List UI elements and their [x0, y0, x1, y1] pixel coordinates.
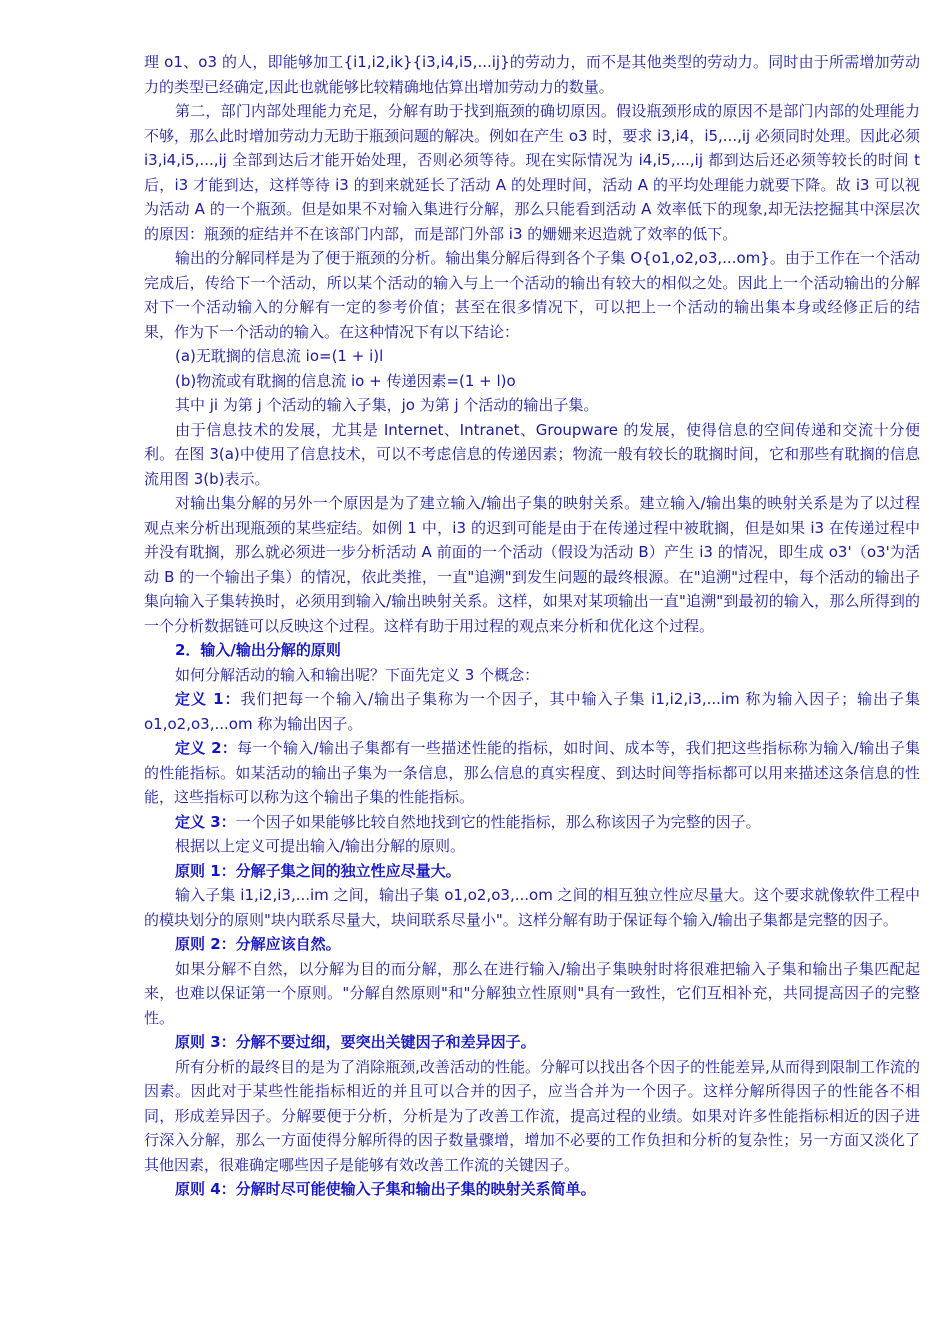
definition-1-term: 定义 1： [175, 690, 241, 708]
formula-b: (b)物流或有耽搁的信息流 io + 传递因素=(1 + l)o [175, 371, 516, 390]
definition-3-term: 定义 3： [175, 812, 236, 831]
principle-4-heading: 原则 4：分解时尽可能使输入子集和输出子集的映射关系简单。 [175, 1180, 596, 1198]
definition-2-term: 定义 2： [175, 739, 238, 757]
principle-1-heading: 原则 1：分解子集之间的独立性应尽量大。 [175, 861, 461, 880]
definition-1-text: 我们把每一个输入/输出子集称为一个因子，其中输入子集 i1,i2,i3,...im 称为输入因子；输出子集 o1,o2,o3,...om 称为输出因子。 [144, 690, 920, 733]
paragraph-definitions-intro: 如何分解活动的输入和输出呢？下面先定义 3 个概念： [175, 665, 540, 684]
paragraph-output-decomposition: 输出的分解同样是为了便于瓶颈的分析。输出集分解后得到各个子集 O{o1,o2,o3,...om}。由于工作在一个活动完成后，传给下一个活动，所以某个活动的输入与上一个活动的输出有较大的相似之处。因此上一个活动输出的分解对下一个活动输入的分解有一定的参考价值；甚至在很多情况下，可以把上一个活动的输出集本身或经修正后的结果，作为下一个活动的输入。在这种情况下有以下结论： [144, 249, 920, 341]
paragraph-mapping-reason: 对输出集分解的另外一个原因是为了建立输入/输出子集的映射关系。建立输入/输出集的映射关系是为了以过程观点来分析出现瓶颈的某些症结。如例 1 中，i3 的迟到可能是由于在传递过程中被耽搁，但是如果 i3 在传递过程中并没有耽搁，那么就必须进一步分析活动 A 前面的一个活动（假设为活动 B）产生 i3 的情况，即生成 o3'（o3'为活动 B 的一个输出子集）的情况，依此类推，一直"追溯"到发生问题的最终根源。在"追溯"过程中，每个活动的输出子集向输入子集转换时，必须用到输入/输出映射关系。这样，如果对某项输出一直"追溯"到最初的输入，那么所得到的一个分析数据链可以反映这个过程。这样有助于用过程的观点来分析和优化这个过程。 [144, 494, 920, 635]
paragraph-continuation: 理 o1、o3 的人，即能够加工{i1,i2,ik}{i3,i4,i5,...ij}的劳动力，而不是其他类型的劳动力。同时由于所需增加劳动力的类型已经确定,因此也就能够比较精确地估算出增加劳动力的数量。 [144, 53, 920, 96]
paragraph-formula-note: 其中 ji 为第 j 个活动的输入子集，jo 为第 j 个活动的输出子集。 [175, 396, 599, 414]
section-heading: 2．输入/输出分解的原则 [175, 641, 341, 659]
principle-2-text: 如果分解不自然，以分解为目的而分解，那么在进行输入/输出子集映射时将很难把输入子集和输出子集匹配起来，也难以保证第一个原则。"分解自然原则"和"分解独立性原则"具有一致性，它们互相补充，共同提高因子的完整性。 [144, 959, 920, 1027]
paragraph-second-point: 第二，部门内部处理能力充足，分解有助于找到瓶颈的确切原因。假设瓶颈形成的原因不是部门内部的处理能力不够，那么此时增加劳动力无助于瓶颈问题的解决。例如在产生 o3 时，要求 i3,i4，i5,...,ij 必须同时处理。因此必须 i3,i4,i5,...,ij 全部到达后才能开始处理，否则必须等待。现在实际情况为 i4,i5,...,ij 都到达后还必须等较长的时间 t 后，i3 才能到达，这样等待 i3 的到来就延长了活动 A 的处理时间，活动 A 的平均处理能力就要下降。故 i3 可以视为活动 A 的一个瓶颈。但是如果不对输入集进行分解，那么只能看到活动 A 效率低下的现象,却无法挖掘其中深层次的原因：瓶颈的症结并不在该部门内部，而是部门外部 i3 的姗姗来迟造就了效率的低下。 [144, 102, 920, 243]
definition-1 [144, 687, 920, 736]
definition-3 [144, 810, 920, 835]
paragraph-principles-intro: 根据以上定义可提出输入/输出分解的原则。 [175, 837, 466, 855]
paragraph-information-technology: 由于信息技术的发展，尤其是 Internet、Intranet、Groupware 的发展，使得信息的空间传递和交流十分便利。在图 3(a)中使用了信息技术，可以不考虑信息的传递因素；物流一般有较长的耽搁时间，它和那些有耽搁的信息流用图 3(b)表示。 [144, 420, 920, 488]
definition-3-text: 一个因子如果能够比较自然地找到它的性能指标，那么称该因子为完整的因子。 [235, 812, 761, 831]
definition-2 [144, 736, 920, 810]
principle-3-text: 所有分析的最终目的是为了消除瓶颈,改善活动的性能。分解可以找出各个因子的性能差异,从而得到限制工作流的因素。因此对于某些性能指标相近的并且可以合并的因子，应当合并为一个因子。这样分解所得因子的性能各不相同，形成差异因子。分解要便于分析，分析是为了改善工作流，提高过程的业绩。如果对许多性能指标相近的因子进行深入分解，那么一方面使得分解所得的因子数量骤增，增加不必要的工作负担和分析的复杂性；另一方面又淡化了其他因素，很难确定哪些因子是能够有效改善工作流的关键因子。 [144, 1057, 920, 1174]
principle-1-text: 输入子集 i1,i2,i3,...im 之间，输出子集 o1,o2,o3,...om 之间的相互独立性应尽量大。这个要求就像软件工程中的模块划分的原则"块内联系尽量大，块间联系尽量小"。这样分解有助于保证每个输入/输出子集都是完整的因子。 [144, 886, 920, 929]
principle-2-heading: 原则 2：分解应该自然。 [175, 935, 341, 953]
formula-a: (a)无耽搁的信息流 io=(1 + i)l [175, 347, 384, 365]
principle-3-heading: 原则 3：分解不要过细，要突出关键因子和差异因子。 [175, 1033, 536, 1051]
document-page [144, 50, 920, 1202]
definition-2-text: 每一个输入/输出子集都有一些描述性能的指标，如时间、成本等，我们把这些指标称为输入/输出子集的性能指标。如某活动的输出子集为一条信息，那么信息的真实程度、到达时间等指标都可以用来描述这条信息的性能，这些指标可以称为这个输出子集的性能指标。 [144, 739, 920, 806]
